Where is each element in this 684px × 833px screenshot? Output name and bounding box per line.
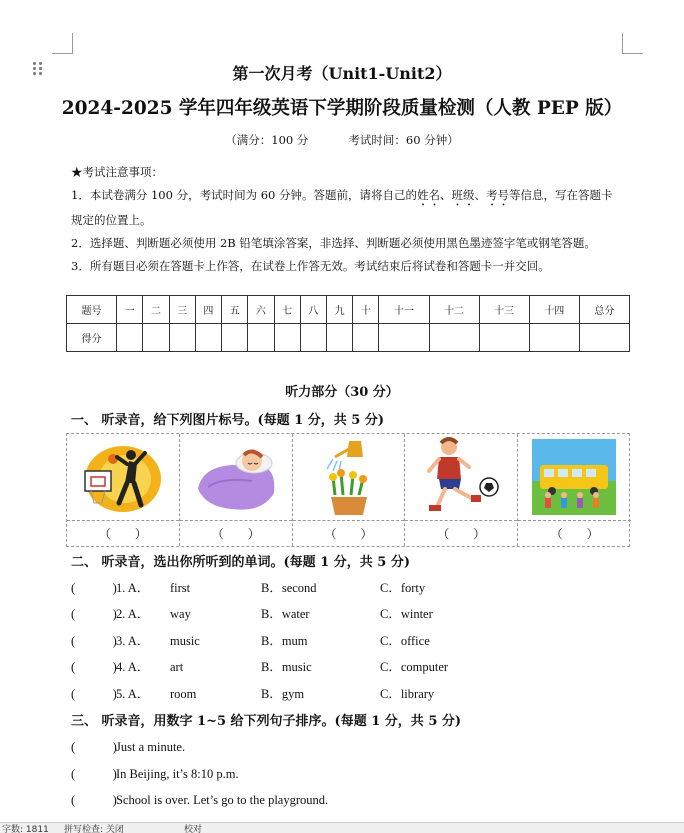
cell-divider	[293, 520, 405, 521]
score-header-cell: 二	[143, 296, 169, 324]
score-header-cell: 三	[169, 296, 195, 324]
spellcheck-status[interactable]: 拼写检查: 关闭	[64, 825, 124, 833]
score-header-cell: 五	[222, 296, 248, 324]
option-c: C．computer	[380, 660, 449, 674]
note-item-1-cont: 规定的位置上。	[71, 213, 152, 227]
score-header-cell: 题号	[67, 296, 117, 324]
school-bus-icon	[530, 437, 618, 517]
score-cell[interactable]	[274, 324, 300, 352]
score-cell[interactable]	[479, 324, 529, 352]
score-cell[interactable]	[326, 324, 352, 352]
score-header-cell: 六	[248, 296, 274, 324]
note-item-2: 2．选择题、判断题必须使用 2B 铅笔填涂答案，非选择、判断题必须使用黑色墨迹签字笔或钢笔答题。	[71, 236, 596, 250]
score-header-cell: 十四	[529, 296, 579, 324]
status-bar	[0, 822, 684, 833]
score-cell[interactable]	[353, 324, 379, 352]
score-header-cell: 十二	[429, 296, 479, 324]
word-count[interactable]: 字数: 1811	[2, 825, 49, 833]
answer-paren[interactable]: ( )	[71, 634, 117, 648]
option-a: art	[170, 660, 184, 674]
score-cell[interactable]	[195, 324, 221, 352]
score-cell[interactable]	[300, 324, 326, 352]
sentence-row-1	[71, 737, 185, 755]
score-table-score-row	[67, 324, 630, 352]
cell-divider	[180, 520, 292, 521]
exam-time: 考试时间：60 分钟）	[348, 133, 459, 147]
option-b: B．mum	[261, 634, 308, 648]
sentence-text: In Beijing, it’s 8:10 p.m.	[116, 767, 239, 781]
score-cell[interactable]	[579, 324, 629, 352]
soccer-player-icon	[417, 437, 505, 517]
option-b: B．gym	[261, 687, 305, 701]
sleeping-child-icon	[192, 437, 280, 517]
score-table-header-row	[67, 296, 630, 324]
score-header-cell: 八	[300, 296, 326, 324]
option-c: C．winter	[380, 607, 433, 621]
picture-grid	[66, 433, 630, 547]
score-cell[interactable]	[379, 324, 429, 352]
answer-paren[interactable]: （ ）	[98, 527, 147, 541]
option-b: B．music	[261, 660, 312, 674]
answer-paren[interactable]: ( )	[71, 660, 117, 674]
page-corner-mark-right	[622, 33, 643, 54]
listening-section-title: 听力部分（30 分）	[285, 385, 399, 400]
score-cell[interactable]	[429, 324, 479, 352]
score-header-cell: 一	[117, 296, 143, 324]
picture-cell-2	[180, 434, 293, 546]
full-score: （满分：100 分	[225, 133, 309, 147]
cell-divider	[405, 520, 517, 521]
score-header-cell: 七	[274, 296, 300, 324]
exam-title: 第一次月考（Unit1-Unit2）	[232, 64, 452, 83]
question-row-5: ( )5. A． room B．gym C．library	[71, 684, 196, 702]
answer-paren[interactable]: ( )	[71, 767, 117, 781]
answer-paren[interactable]: ( )	[71, 740, 117, 754]
score-table	[66, 295, 630, 352]
score-header-cell: 四	[195, 296, 221, 324]
score-row-label: 得分	[67, 324, 117, 352]
exam-subtitle: 2024-2025 学年四年级英语下学期阶段质量检测（人教 PEP 版）	[61, 98, 623, 119]
picture-cell-1	[67, 434, 180, 546]
picture-cell-3	[293, 434, 406, 546]
sentence-text: Just a minute.	[116, 740, 186, 754]
option-c: C．office	[380, 634, 430, 648]
score-cell[interactable]	[143, 324, 169, 352]
page-corner-mark-left	[52, 33, 73, 54]
option-a: way	[170, 607, 191, 621]
proofread-status[interactable]: 校对	[184, 825, 203, 833]
score-header-cell: 十三	[479, 296, 529, 324]
answer-paren[interactable]: ( )	[71, 687, 117, 701]
watering-flowers-icon	[305, 437, 393, 517]
sentence-row-2	[71, 764, 239, 782]
emphasized-text: 姓名、班级、考号	[417, 188, 510, 202]
cell-divider	[518, 520, 631, 521]
score-cell[interactable]	[529, 324, 579, 352]
basketball-player-icon	[79, 437, 167, 517]
exam-meta	[0, 132, 684, 148]
score-header-cell: 十	[353, 296, 379, 324]
question-row-3: ( )3. A． music B．mum C．office	[71, 631, 200, 649]
answer-paren[interactable]: ( )	[71, 607, 117, 621]
answer-paren[interactable]: ( )	[71, 581, 117, 595]
score-header-cell: 总分	[579, 296, 629, 324]
section-1-title: 一、 听录音，给下列图片标号。(每题 1 分，共 5 分)	[71, 413, 385, 428]
option-a: music	[170, 634, 200, 648]
score-cell[interactable]	[248, 324, 274, 352]
option-c: C．forty	[380, 581, 426, 595]
note-item-1: 1．本试卷满分 100 分，考试时间为 60 分钟。答题前，请将自己的姓名、班级、考号等信息，写在答题卡	[71, 188, 613, 202]
exam-notes	[71, 161, 631, 278]
score-cell[interactable]	[169, 324, 195, 352]
section-2-title: 二、 听录音，选出你所听到的单词。(每题 1 分，共 5 分)	[71, 555, 411, 570]
answer-paren[interactable]: （ ）	[437, 527, 486, 541]
option-c: C．library	[380, 687, 435, 701]
option-b: B．second	[261, 581, 317, 595]
score-cell[interactable]	[222, 324, 248, 352]
answer-paren[interactable]: （ ）	[324, 527, 373, 541]
note-item-3: 3．所有题目必须在答题卡上作答，在试卷上作答无效。考试结束后将试卷和答题卡一并交回。	[71, 259, 550, 273]
cell-divider	[67, 520, 179, 521]
section-3-title: 三、 听录音，用数字 1~5 给下列句子排序。(每题 1 分，共 5 分)	[71, 714, 462, 729]
sentence-text: School is over. Let’s go to the playground.	[116, 793, 329, 807]
score-cell[interactable]	[117, 324, 143, 352]
answer-paren[interactable]: （ ）	[550, 527, 599, 541]
notes-heading: ★考试注意事项：	[71, 165, 163, 179]
sentence-row-3	[71, 790, 328, 808]
option-a: first	[170, 581, 191, 595]
question-row-4: ( )4. A． art B．music C．computer	[71, 657, 183, 675]
question-row-1: ( )1. A． first B．second C．forty	[71, 578, 190, 596]
answer-paren[interactable]: （ ）	[211, 527, 260, 541]
score-header-cell: 九	[326, 296, 352, 324]
option-a: room	[170, 687, 197, 701]
picture-cell-4	[405, 434, 518, 546]
answer-paren[interactable]: ( )	[71, 793, 117, 807]
option-b: B．water	[261, 607, 310, 621]
picture-cell-5	[518, 434, 631, 546]
question-row-2: ( )2. A． way B．water C．winter	[71, 604, 191, 622]
score-header-cell: 十一	[379, 296, 429, 324]
